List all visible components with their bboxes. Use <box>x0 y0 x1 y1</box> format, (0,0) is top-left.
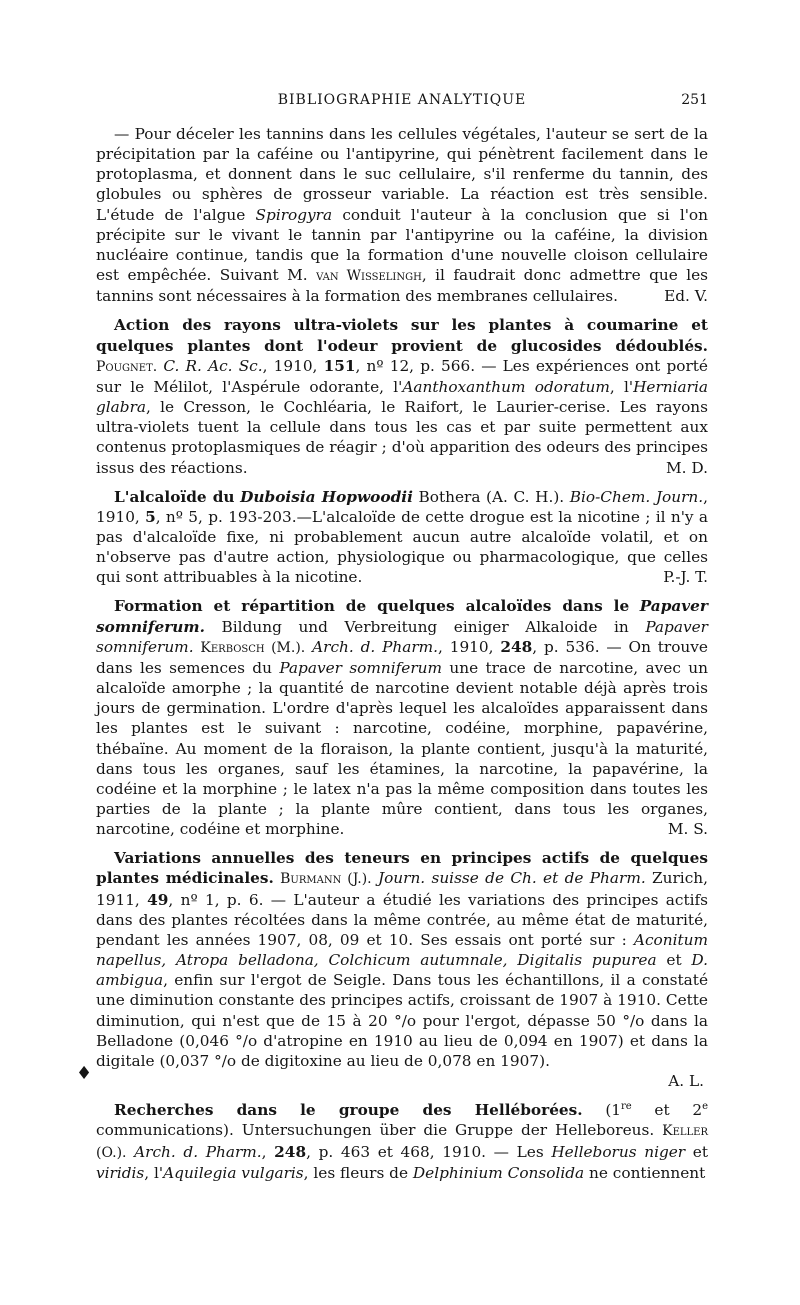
entry-paragraph: L'alcaloïde du Duboisia Hopwoodii Bothera (A. C. H.). Bio-Chem. Journ., 1910, 5, nº 5, p. 193-203.—L'alcaloïde de cette drogue est la nicotine ; il n'y a pas d'alcaloïde fixe, ni probablement aucun autre alcaloïde volatil, et on n'observe pas d'autre action, physiologique ou pharmacologique, que celles qui sont attribuables à la nicotine. P.-J. T. <box>96 487 708 587</box>
volume: 248 <box>274 1142 307 1161</box>
entry-paragraph: Recherches dans le groupe des Helléborées. (1re et 2e communications). Untersuchungen über die Gruppe der Helleboreus. Keller (O.). Arch. d. Pharm., 248, p. 463 et 468, 1910. — Les Helleborus niger et viridis, l'Aquilegia vulgaris, les fleurs de Delphinium Consolida ne contiennent <box>96 1101 708 1182</box>
journal-ref: Arch. d. Pharm. <box>312 637 439 656</box>
entry-title: Action des rayons ultra-violets sur les plantes à coumarine et quelques plantes dont l'odeur provient de glucosides dédoublés. <box>96 316 708 355</box>
entry-title: Variations annuelles des teneurs en principes actifs de quelques plantes médicinales. <box>96 849 708 888</box>
journal-ref: Bio-Chem. Journ. <box>569 487 704 506</box>
volume: 5 <box>145 507 156 526</box>
author-name: Bothera (A. C. H.). <box>418 487 565 506</box>
page-header <box>96 92 708 112</box>
abstract-entry <box>96 596 708 839</box>
signature: A. L. <box>668 1072 704 1091</box>
page-number: 251 <box>681 92 708 108</box>
author-name: Burmann (J.). <box>280 871 372 888</box>
entry-paragraph: — Pour déceler les tannins dans les cellules végétales, l'auteur se sert de la précipitation par la caféine ou l'antipyrine, qui pénètrent facilement dans le protoplasma, et donnent dans le suc cellulaire, s'il renferme du tannin, des globules ou sphères de grosseur variable. La réaction est très sensible. L'étude de l'algue Spirogyra conduit l'auteur à la conclusion que si l'on précipite sur le vivant le tannin par l'antipyrine ou la caféine, la division nucléaire continue, tandis que la formation d'une nouvelle cloison cellulaire est empêchée. Suivant M. van Wisselingh, il faudrait donc admettre que les tannins sont nécessaires à la formation des membranes cellulaires. Ed. V. <box>96 125 708 306</box>
journal-ref: C. R. Ac. Sc. <box>163 356 263 375</box>
margin-mark-icon: ♦ <box>76 1063 93 1084</box>
running-head: BIBLIOGRAPHIE ANALYTIQUE <box>277 92 527 108</box>
abstract-entry <box>96 848 708 1091</box>
entry-paragraph: Variations annuelles des teneurs en principes actifs de quelques plantes médicinales. Burmann (J.). Journ. suisse de Ch. et de Pharm. Zurich, 1911, 49, nº 1, p. 6. — L'auteur a étudié les variations des principes actifs dans des plantes récoltées dans la même contrée, au même état de maturité, pendant les années 1907, 08, 09 et 10. Ses essais ont porté sur : Aconitum napellus, Atropa belladona, Colchicum autumnale, Digitalis pupurea et D. ambigua, enfin sur l'ergot de Seigle. Dans tous les échantillons, il a constaté une diminution constante des principes actifs, croissant de 1907 à 1910. Cette diminution, qui n'est que de 15 à 20 °/o pour l'ergot, dépasse 50 °/o dans la Belladone (0,046 °/o d'atropine en 1910 au lieu de 0,094 en 1907) et dans la digitale (0,037 °/o de digitoxine au lieu de 0,078 en 1907). <box>96 849 708 1070</box>
entry-paragraph: Action des rayons ultra-violets sur les plantes à coumarine et quelques plantes dont l'odeur provient de glucosides dédoublés. Pougnet. C. R. Ac. Sc., 1910, 151, nº 12, p. 566. — Les expériences ont porté sur le Mélilot, l'Aspérule odorante, l'Aanthoxanthum odoratum, l'Herniaria glabra, le Cresson, le Cochléaria, le Raifort, le Laurier-cerise. Les rayons ultra-violets tuent la cellule dans tous les cas et par suite permettent aux contenus protoplasmiques de réagir ; d'où apparition des odeurs des principes issus des réactions. M. D. <box>96 316 708 477</box>
abstract-entry <box>96 315 708 477</box>
entry-title: Formation et répartition de quelques alcaloïdes dans le <box>114 597 630 616</box>
entry-title: L'alcaloïde du <box>114 487 235 506</box>
journal-ref: Arch. d. Pharm. <box>134 1142 262 1161</box>
signature: M. D. <box>666 458 708 477</box>
signature: Ed. V. <box>664 287 708 306</box>
journal-ref: Journ. suisse de Ch. et de Pharm. <box>377 869 646 888</box>
author-name: van Wisselingh <box>316 268 422 285</box>
abstract-entry <box>96 487 708 588</box>
abstract-entry <box>96 124 708 306</box>
abstract-entry <box>96 1100 708 1183</box>
volume: 248 <box>500 637 533 656</box>
entry-paragraph: Formation et répartition de quelques alcaloïdes dans le Papaver somniferum. Bildung und Verbreitung einiger Alkaloide in Papaver somniferum. Kerbosch (M.). Arch. d. Pharm., 1910, 248, p. 536. — On trouve dans les semences du Papaver somniferum une trace de narcotine, avec un alcaloïde amorphe ; la quantité de narcotine devient notable déjà après trois jours de germination. L'ordre d'après lequel les alcaloïdes apparaissent dans les plantes est le suivant : narcotine, codéine, morphine, papavérine, thébaïne. Au moment de la floraison, la plante contient, jusqu'à la maturité, dans tous les organes, sauf les étamines, la narcotine, la papavérine, la codéine et la morphine ; le latex n'a pas la même composition dans toutes les parties de la plante ; la plante mûre contient, dans tous les organes, narcotine, codéine et morphine. M. S. <box>96 597 708 839</box>
volume: 49 <box>147 890 169 909</box>
signature: M. S. <box>667 820 708 839</box>
volume: 151 <box>323 356 356 375</box>
signature: P.-J. T. <box>663 568 708 587</box>
page-body <box>96 124 708 1192</box>
author-name: Keller (O.). <box>96 1123 708 1161</box>
entry-title: Recherches dans le groupe des Helléborées. <box>114 1101 583 1120</box>
author-name: Pougnet. <box>96 358 158 375</box>
author-name: Kerbosch (M.). <box>200 639 306 656</box>
